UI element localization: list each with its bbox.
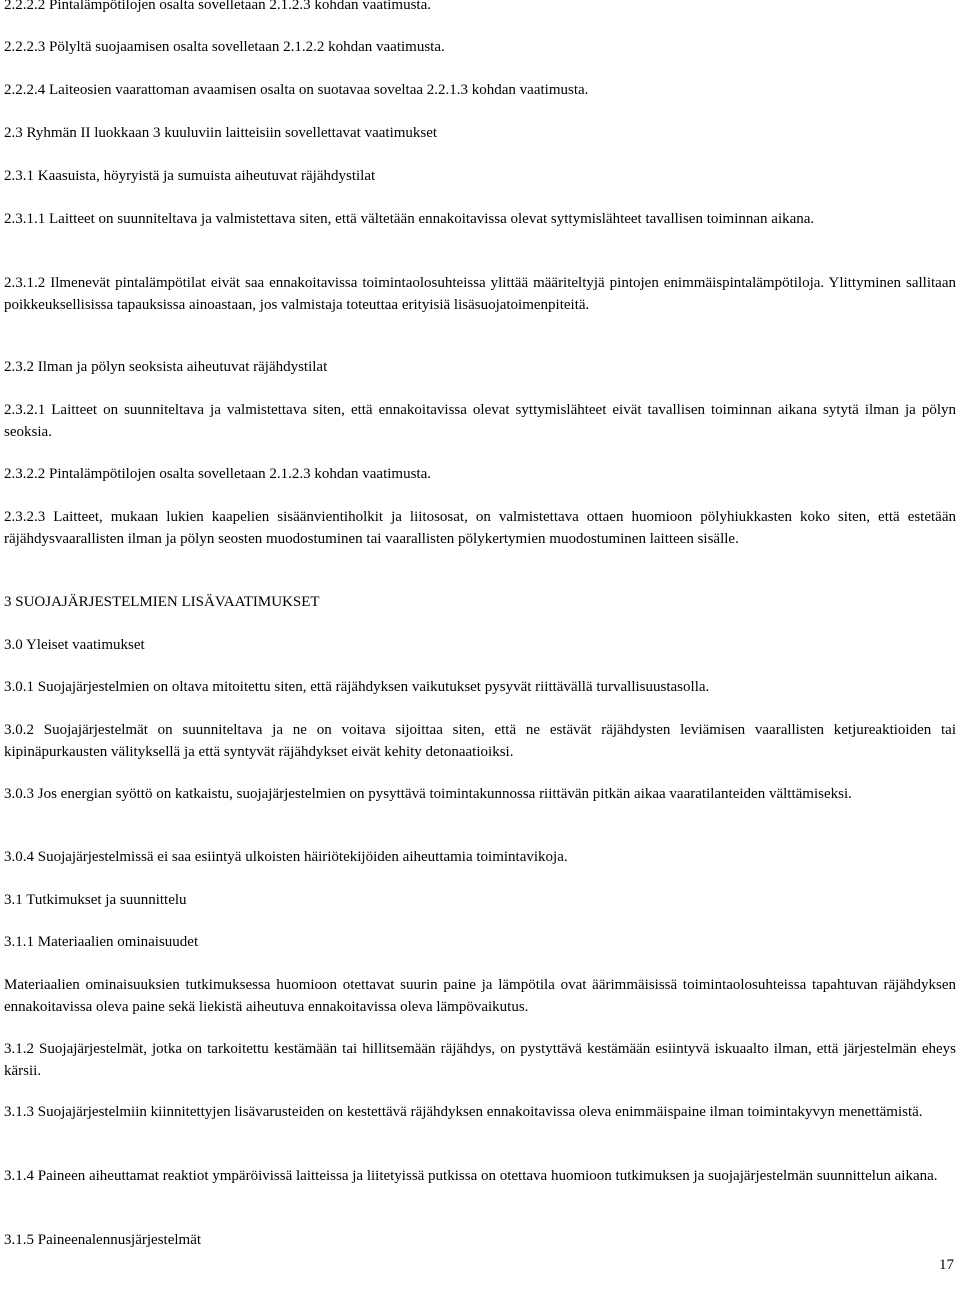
- paragraph-2-3-1-2: 2.3.1.2 Ilmenevät pintalämpötilat eivät saa ennakoitavissa toimintaolosuhteissa ylittää määriteltyjä pintojen enimmäispintalämpötiloja. Ylittyminen sallitaan poikkeuksellisissa tapauksissa ainoastaan, jos valmistaja toteuttaa erityisiä lisäsuojatoimenpiteitä.: [4, 275, 956, 313]
- heading-2-3: 2.3 Ryhmän II luokkaan 3 kuuluviin laitteisiin sovellettavat vaatimukset: [4, 125, 438, 141]
- paragraph-2-3-2-1: 2.3.2.1 Laitteet on suunniteltava ja valmistettava siten, että ennakoitavissa olevat syttymislähteet eivät tavallisen toiminnan aikana sytytä ilman ja pölyn seoksia.: [4, 402, 956, 440]
- paragraph-3-1-3: 3.1.3 Suojajärjestelmiin kiinnitettyjen lisävarusteiden on kestettävä räjähdyksen ennakoitavissa oleva enimmäispaine ilman toimintakyvyn menettämistä.: [4, 1104, 923, 1120]
- heading-2-3-2: 2.3.2 Ilman ja pölyn seoksista aiheutuvat räjähdystilat: [4, 359, 328, 375]
- heading-3-1: 3.1 Tutkimukset ja suunnittelu: [4, 892, 187, 908]
- heading-3-1-1: 3.1.1 Materiaalien ominaisuudet: [4, 934, 199, 950]
- paragraph-2-3-1-1: 2.3.1.1 Laitteet on suunniteltava ja valmistettava siten, että vältetään ennakoitavissa olevat syttymislähteet tavallisen toiminnan aikana.: [4, 211, 815, 227]
- paragraph-3-0-1: 3.0.1 Suojajärjestelmien on oltava mitoitettu siten, että räjähdyksen vaikutukset pysyvät riittävällä turvallisuustasolla.: [4, 679, 710, 695]
- heading-2-3-1: 2.3.1 Kaasuista, höyryistä ja sumuista aiheutuvat räjähdystilat: [4, 168, 376, 184]
- heading-3: 3 SUOJAJÄRJESTELMIEN LISÄVAATIMUKSET: [4, 594, 320, 610]
- paragraph-3-0-4: 3.0.4 Suojajärjestelmissä ei saa esiintyä ulkoisten häiriötekijöiden aiheuttamia toimintavikoja.: [4, 849, 568, 865]
- paragraph-3-1-4: 3.1.4 Paineen aiheuttamat reaktiot ympäröivissä laitteissa ja liitetyissä putkissa on otettava huomioon tutkimuksen ja suojajärjestelmän suunnittelun aikana.: [4, 1168, 938, 1184]
- paragraph-3-1-2: 3.1.2 Suojajärjestelmät, jotka on tarkoitettu kestämään tai hillitsemään räjähdys, on pystyttävä kestämään esiintyvä iskuaalto ilman, että järjestelmän eheys kärsii.: [4, 1041, 956, 1079]
- paragraph-2-2-2-2: 2.2.2.2 Pintalämpötilojen osalta sovelletaan 2.1.2.3 kohdan vaatimusta.: [4, 0, 432, 13]
- paragraph-3-0-2: 3.0.2 Suojajärjestelmät on suunniteltava ja ne on voitava sijoittaa siten, että ne estävät räjähdysten leviämisen vaarallisten ketjureaktioiden tai kipinäpurkausten välityksellä ja että syntyvät räjähdykset eivät kehity detonaatioiksi.: [4, 722, 956, 760]
- paragraph-materiaalien: Materiaalien ominaisuuksien tutkimuksessa huomioon otettavat suurin paine ja lämpötila ovat äärimmäisissä toimintaolosuhteissa tapahtuvan räjähdyksen ennakoitavissa oleva paine sekä liekistä aiheutuva ennakoitavissa oleva lämpövaikutus.: [4, 977, 956, 1015]
- paragraph-3-0-3: 3.0.3 Jos energian syöttö on katkaistu, suojajärjestelmien on pysyttävä toimintakunnossa riittävän pitkän aikaa vaaratilanteiden välttämiseksi.: [4, 786, 852, 802]
- heading-3-1-5: 3.1.5 Paineenalennusjärjestelmät: [4, 1232, 202, 1248]
- paragraph-2-2-2-3: 2.2.2.3 Pölyltä suojaamisen osalta sovelletaan 2.1.2.2 kohdan vaatimusta.: [4, 39, 445, 55]
- paragraph-2-3-2-3: 2.3.2.3 Laitteet, mukaan lukien kaapelien sisäänvientiholkit ja liitososat, on valmistettava ottaen huomioon pölyhiukkasten koko siten, että estetään räjähdysvaarallisten ilman ja pölyn seosten muodostuminen tai vaarallisten pölykertymien muodostuminen laitteen sisälle.: [4, 509, 956, 547]
- page-number: 17: [939, 1257, 954, 1273]
- paragraph-2-2-2-4: 2.2.2.4 Laiteosien vaarattoman avaamisen osalta on suotavaa soveltaa 2.2.1.3 kohdan vaatimusta.: [4, 82, 589, 98]
- heading-3-0: 3.0 Yleiset vaatimukset: [4, 637, 145, 653]
- paragraph-2-3-2-2: 2.3.2.2 Pintalämpötilojen osalta sovelletaan 2.1.2.3 kohdan vaatimusta.: [4, 466, 432, 482]
